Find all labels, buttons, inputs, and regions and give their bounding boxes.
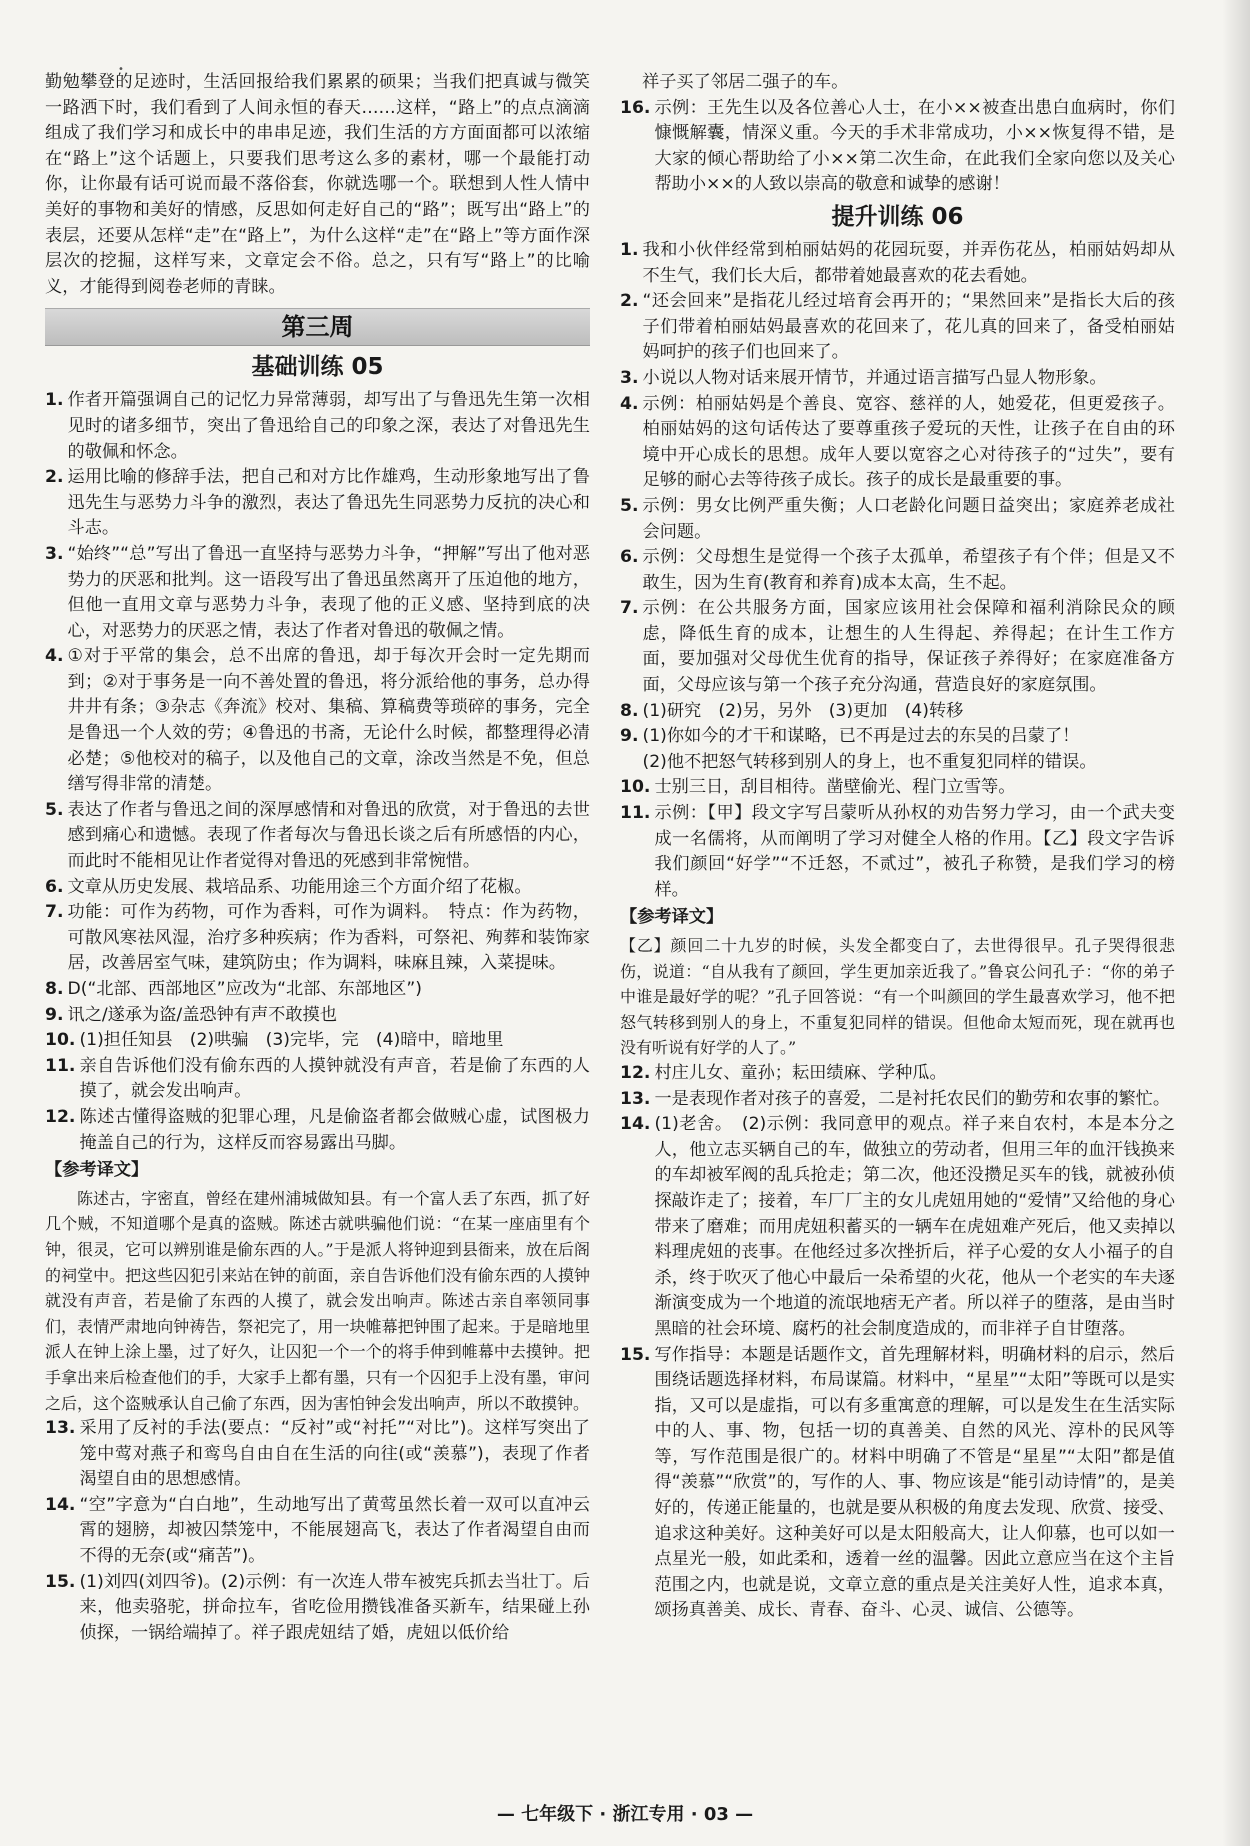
basic-05-answers-continued <box>45 1416 590 1646</box>
answer-number: 6. <box>620 547 639 568</box>
answer-item <box>620 366 1175 392</box>
answer-text: 一是表现作者对孩子的喜爱，二是衬托农民们的勤劳和农事的繁忙。 <box>654 1088 1171 1109</box>
answer-number: 5. <box>620 495 639 516</box>
answer-number: 8. <box>45 979 64 999</box>
answer-number: 7. <box>45 902 64 923</box>
answer-text: 示例：王先生以及各位善心人士，在小××被查出患白血病时，你们慷慨解囊，情深义重。今天的手术非常成功，小××恢复得不错，是大家的倾心帮助给了小××第二次生命，在此我们全家向您以及关心帮助小××的人致以崇高的敬意和诚挚的感谢！ <box>654 97 1175 195</box>
answer-text: 作者开篇强调自己的记忆力异常薄弱，却写出了与鲁迅先生第一次相见时的诸多细节，突出了鲁迅给自己的印象之深，表达了对鲁迅先生的敬佩和怀念。 <box>67 390 590 462</box>
answer-number: 10. <box>620 777 651 798</box>
answer-item <box>620 1112 1175 1342</box>
answer-item <box>45 1570 590 1647</box>
answer-text: D(“北部、西部地区”应改为“北部、东部地区”) <box>67 979 422 999</box>
answer-item <box>620 392 1175 494</box>
answer-text: 村庄儿女、童孙；耘田绩麻、学种瓜。 <box>654 1062 947 1083</box>
week-banner: 第三周 <box>45 308 590 346</box>
answer-number: 12. <box>45 1106 76 1127</box>
answer-number: 1. <box>620 239 639 260</box>
answer-text: 陈述古懂得盗贼的犯罪心理，凡是偷盗者都会做贼心虚，试图极力掩盖自己的行为，这样反而容易露出马脚。 <box>79 1106 590 1153</box>
answer-item <box>620 1343 1175 1625</box>
answer-text: 功能：可作为药物，可作为香料，可作为调料。 特点：作为药物，可散风寒祛风湿，治疗多种疾病；作为香料，可祭祀、殉葬和装饰家居，改善居室气味，建筑防虫；作为调料，味麻且辣，入菜提味。 <box>67 902 590 974</box>
answer-item <box>45 1493 590 1570</box>
answer-item <box>45 1054 590 1105</box>
answer-item <box>45 1028 590 1054</box>
reference-translation-label: 【参考译文】 <box>45 1160 149 1181</box>
answer-item <box>620 289 1175 366</box>
answer-item <box>620 494 1175 545</box>
page-fold-shadow <box>1222 0 1250 1846</box>
answer-number: 5. <box>45 799 64 820</box>
answer-text: (1)担任知县 (2)哄骗 (3)完毕，完 (4)暗中，暗地里 <box>79 1030 504 1051</box>
answer-item <box>45 465 590 542</box>
answer-item <box>45 1416 590 1493</box>
answer-number: 3. <box>620 367 639 388</box>
answer-item <box>620 545 1175 596</box>
answer-item <box>45 977 590 1003</box>
reference-translation-text: 陈述古，字密直，曾经在建州浦城做知县。有一个富人丢了东西，抓了好几个贼，不知道哪个是真的盗贼。陈述古就哄骗他们说：“在某一座庙里有个钟，很灵，它可以辨别谁是偷东西的人。”于是派人将钟迎到县衙来，放在后阁的祠堂中。把这些囚犯引来站在钟的前面，亲自告诉他们没有偷东西的人摸钟就没有声音，若是偷了东西的人摸了，就会发出响声。陈述古亲自率领同事们，表情严肃地向钟祷告，祭祀完了，用一块帷幕把钟围了起来。于是暗地里派人在钟上涂上墨，过了好久，让囚犯一个一个的将手伸到帷幕中去摸钟。把手拿出来后检查他们的手，大家手上都有墨，只有一个囚犯手上没有墨，审问之后，这个盗贼承认自己偷了东西，因为害怕钟会发出响声，所以不敢摸钟。 <box>45 1188 590 1413</box>
answer-text: 示例：【甲】段文字写吕蒙听从孙权的劝告努力学习，由一个武夫变成一名儒将，从而阐明了学习对健全人格的作用。【乙】段文字告诉我们颜回“好学”“不迁怒，不贰过”，被孔子称赞，是我们学习的榜样。 <box>654 803 1175 900</box>
answer-number: 9. <box>620 726 639 747</box>
answer-number: 15. <box>45 1571 76 1592</box>
answer-text: 讯之/遂承为盗/盖恐钟有声不敢摸也 <box>67 1004 337 1025</box>
answer-text: (1)老舍。 (2)示例：我同意甲的观点。祥子来自农村，本是本分之人，他立志买辆自己的车，做独立的劳动者，但用三年的血汗钱换来的车却被军阀的乱兵抢走；第二次，他还没攒足买车的钱，就被孙侦探敲诈走了；接着，车厂厂主的女儿虎妞用她的“爱情”又给他的身心带来了磨难；而用虎妞积蓄买的一辆车在虎妞难产死后，他又卖掉以料理虎妞的丧事。在他经过多次挫折后，祥子心爱的女人小福子的自杀，终于吹灭了他心中最后一朵希望的火花，他从一个老实的车夫逐渐演变成为一个地道的流氓地痞无产者。所以祥子的堕落，是由当时黑暗的社会环境、腐朽的社会制度造成的，而非祥子自甘堕落。 <box>654 1114 1175 1339</box>
answer-item <box>620 801 1175 903</box>
page-footer: — 七年级下 · 浙江专用 · 03 — <box>496 1804 754 1825</box>
answer-item <box>45 900 590 977</box>
answer-number: 2. <box>620 291 639 312</box>
answer-item <box>45 1003 590 1029</box>
answer-text: ①对于平常的集会，总不出席的鲁迅，却于每次开会时一定先期而到；②对于事务是一向不善处置的鲁迅，将分派给他的事务，总办得井井有条；③杂志《奔流》校对、集稿、算稿费等琐碎的事务，完全是鲁迅一个人效的劳；④鲁迅的书斋，无论什么时候，都整理得必清必楚；⑤他校对的稿子，以及他自己的文章，涂改当然是不免，但总缮写得非常的清楚。 <box>67 646 590 795</box>
answer-text: 士别三日，刮目相待。凿壁偷光、程门立雪等。 <box>654 777 1016 798</box>
answer-text: “始终”“总”写出了鲁迅一直坚持与恶势力斗争，“押解”写出了他对恶势力的厌恶和批判。这一语段写出了鲁迅虽然离开了压迫他的地方，但他一直用文章与恶势力斗争，表现了他的正义感、坚持到底的决心，对恶势力的厌恶之情，表达了作者对鲁迅的敬佩之情。 <box>67 543 590 641</box>
answer-text: 示例：柏丽姑妈是个善良、宽容、慈祥的人，她爱花，但更爱孩子。柏丽姑妈的这句话传达了要尊重孩子爱玩的天性，让孩子在自由的环境中开心成长的思想。成年人要以宽容之心对待孩子的“过失”，要有足够的耐心去等待孩子成长。孩子的成长是最重要的事。 <box>642 393 1175 491</box>
answer-number: 4. <box>45 646 64 667</box>
advanced-06-answers-continued <box>620 1061 1175 1624</box>
answer-number: 14. <box>620 1114 651 1135</box>
answer-number: 9. <box>45 1004 64 1025</box>
answer-item <box>620 96 1175 198</box>
answer-text: 写作指导：本题是话题作文，首先理解材料，明确材料的启示，然后围绕话题选择材料，布局谋篇。材料中，“星星”“太阳”等既可以是实指，又可以是虚指，可以有多重寓意的理解，可以是发生在生活实际中的人、事、物，包括一切的真善美、自然的风光、淳朴的民风等等，写作范围是很广的。材料中明确了不管是“星星”“太阳”都是值得“羡慕”“欣赏”的，写作的人、事、物应该是“能引动诗情”的，是美好的，传递正能量的，也就是要从积极的角度去发现、欣赏、接受、追求这种美好。这种美好可以是太阳般高大，让人仰慕，也可以如一点星光一般，如此柔和，透着一丝的温馨。因此立意应当在这个主旨范围之内，也就是说，文章立意的重点是关注美好人性，追求本真，颂扬真善美、成长、青春、奋斗、心灵、诚信、公德等。 <box>654 1344 1175 1621</box>
reference-translation-label: 【参考译文】 <box>620 907 724 928</box>
answer-number: 11. <box>45 1055 76 1076</box>
answer-item <box>620 1061 1175 1087</box>
left-intro-paragraph: 勤勉攀登的足迹时，生活回报给我们累累的硕果；当我们把真诚与微笑一路洒下时，我们看到了人间永恒的春天……这样，“路上”的点点滴滴组成了我们学习和成长中的串串足迹，我们生活的方方面面都可以浓缩在“路上”这个话题上，只要我们思考这么多的素材，哪一个最能打动你，让你最有话可说而最不落俗套，你就选哪一个。联想到人性人情中美好的事物和美好的情感，反思如何走好自己的“路”；既写出“路上”的表层，还要从怎样“走”在“路上”，为什么这样“走”在“路上”等方面作深层次的挖掘，这样写来，文章定会不俗。总之，只有写“路上”的比喻义，才能得到阅卷老师的青睐。 <box>45 72 590 297</box>
answer-number: 15. <box>620 1344 651 1365</box>
left-column <box>45 70 590 1646</box>
reference-translation-text: 【乙】颜回二十九岁的时候，头发全都变白了，去世得很早。孔子哭得很悲伤，说道：“自从我有了颜回，学生更加亲近我了。”鲁哀公问孔子：“你的弟子中谁是最好学的呢？”孔子回答说：“有一个叫颜回的学生最喜欢学习，他不把怒气转移到别人的身上，不重复犯同样的错误。但他命太短而死，现在就再也没有听说有好学的人了。” <box>620 936 1175 1058</box>
answer-item <box>620 699 1175 725</box>
answer-number: 12. <box>620 1062 651 1083</box>
answer-number: 11. <box>620 803 651 824</box>
answer-number: 13. <box>45 1418 76 1439</box>
answer-text: (1)研究 (2)另，另外 (3)更加 (4)转移 <box>642 700 964 721</box>
answer-item <box>620 1087 1175 1113</box>
answer-item <box>45 798 590 875</box>
answer-item <box>620 724 1175 775</box>
answer-number: 1. <box>45 390 64 411</box>
answer-text: 亲自告诉他们没有偷东西的人摸钟就没有声音，若是偷了东西的人摸了，就会发出响声。 <box>79 1055 590 1102</box>
speck-mark: • <box>118 64 124 75</box>
right-column <box>620 70 1175 1624</box>
advanced-06-answers <box>620 238 1175 903</box>
answer-item <box>45 1105 590 1156</box>
answer-number: 16. <box>620 97 651 118</box>
answer-item <box>620 596 1175 698</box>
answer-number: 7. <box>620 598 639 619</box>
answer-number: 4. <box>620 393 639 414</box>
answer-text: 示例：在公共服务方面，国家应该用社会保障和福利消除民众的顾虑，降低生育的成本，让想生的人生得起、养得起；在计生工作方面，要加强对父母优生优育的指导，保证孩子养得好；在家庭准备方面，父母应该与第一个孩子充分沟通，营造良好的家庭氛围。 <box>642 598 1175 696</box>
answer-text: 文章从历史发展、栽培品系、功能用途三个方面介绍了花椒。 <box>67 876 532 897</box>
answer-number: 2. <box>45 467 64 488</box>
answer-item <box>620 775 1175 801</box>
answer-number: 13. <box>620 1088 651 1109</box>
answer-text: 表达了作者与鲁迅之间的深厚感情和对鲁迅的欣赏，对于鲁迅的去世感到痛心和遗憾。表现了作者每次与鲁迅长谈之后有所感悟的内心，而此时不能相见让作者觉得对鲁迅的死感到非常惋惜。 <box>67 799 590 872</box>
answer-number: 10. <box>45 1030 76 1051</box>
answer-number: 8. <box>620 700 639 721</box>
answer-number: 14. <box>45 1494 76 1515</box>
answer-text: 示例：男女比例严重失衡；人口老龄化问题日益突出；家庭养老成社会问题。 <box>642 495 1175 542</box>
answer-text: “空”字意为“白白地”，生动地写出了黄莺虽然长着一双可以直冲云霄的翅膀，却被囚禁笼中，不能展翅高飞，表达了作者渴望自由而不得的无奈(或“痛苦”)。 <box>79 1494 590 1567</box>
continued-text: 祥子买了邻居二强子的车。 <box>642 72 849 92</box>
answer-text: “还会回来”是指花儿经过培育会再开的；“果然回来”是指长大后的孩子们带着柏丽姑妈最喜欢的花回来了，花儿真的回来了，备受柏丽姑妈呵护的孩子们也回来了。 <box>642 291 1175 363</box>
answer-item <box>620 238 1175 289</box>
answer-text: 小说以人物对话来展开情节，并通过语言描写凸显人物形象。 <box>642 367 1107 388</box>
answer-text: 我和小伙伴经常到柏丽姑妈的花园玩耍，并弄伤花丛，柏丽姑妈却从不生气，我们长大后，都带着她最喜欢的花去看她。 <box>642 239 1175 286</box>
answer-text: 采用了反衬的手法(要点：“反衬”或“衬托”“对比”)。这样写突出了笼中莺对燕子和鸾鸟自由自在生活的向往(或“羡慕”)，表现了作者渴望自由的思想感情。 <box>79 1418 590 1490</box>
answer-number: 6. <box>45 876 64 897</box>
section-title-advanced-06: 提升训练 06 <box>831 203 964 230</box>
answer-number: 3. <box>45 543 64 564</box>
answer-text: 运用比喻的修辞手法，把自己和对方比作雄鸡，生动形象地写出了鲁迅先生与恶势力斗争的激烈，表达了鲁迅先生同恶势力反抗的决心和斗志。 <box>67 467 590 539</box>
answer-item <box>45 542 590 644</box>
answer-item <box>45 875 590 901</box>
answer-text: 示例：父母想生是觉得一个孩子太孤单，希望孩子有个伴；但是又不敢生，因为生育(教育和养育)成本太高，生不起。 <box>642 547 1175 593</box>
answer-text: (1)刘四(刘四爷)。(2)示例：有一次连人带车被宪兵抓去当壮丁。后来，他卖骆驼，拼命拉车，省吃俭用攒钱准备买新车，结果碰上孙侦探，一锅给端掉了。祥子跟虎妞结了婚，虎妞以低价给 <box>79 1571 590 1643</box>
section-title-basic-05: 基础训练 05 <box>251 354 384 381</box>
basic-05-answers <box>45 388 590 1156</box>
answer-item <box>45 388 590 465</box>
answer-item <box>45 644 590 798</box>
answer-text: (1)你如今的才干和谋略，已不再是过去的东吴的吕蒙了！ (2)他不把怒气转移到别人的身上，也不重复犯同样的错误。 <box>642 726 1097 772</box>
